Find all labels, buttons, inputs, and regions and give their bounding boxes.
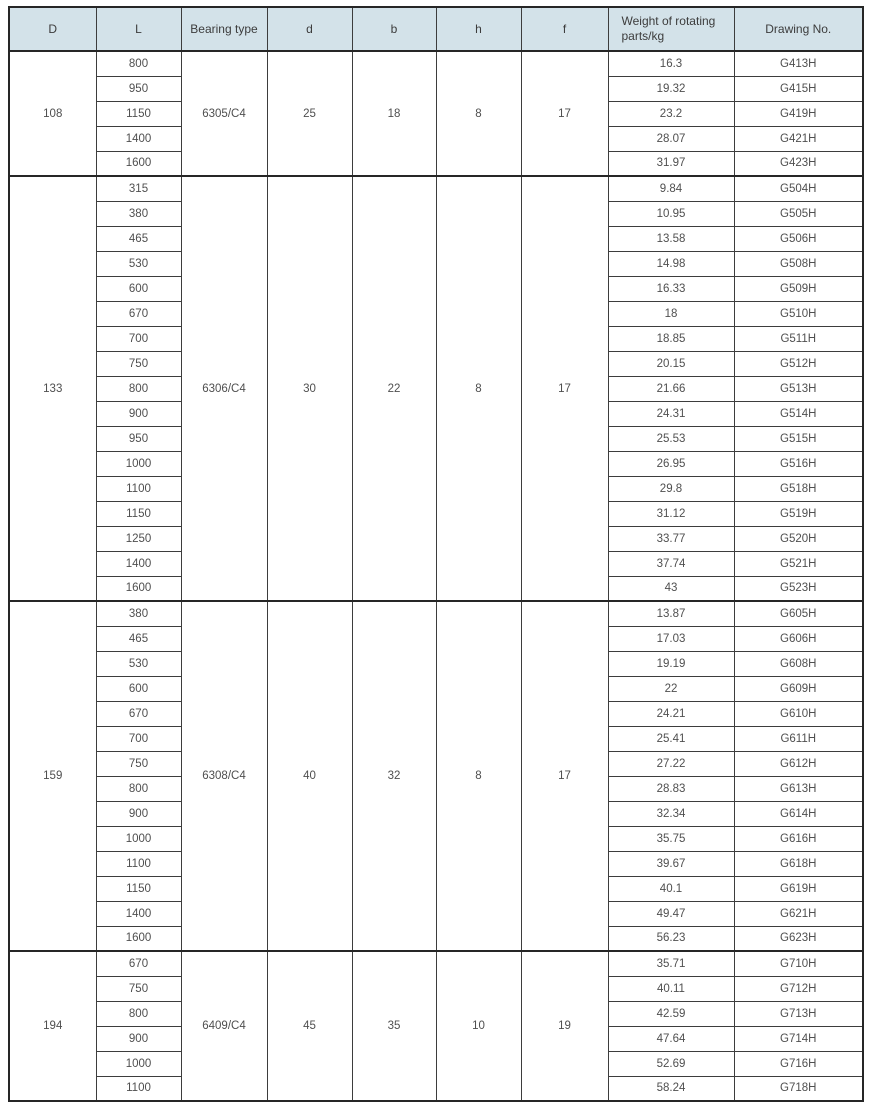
cell-length: 600 <box>96 276 181 301</box>
cell-weight: 23.2 <box>608 101 734 126</box>
cell-length: 900 <box>96 401 181 426</box>
cell-weight: 31.97 <box>608 151 734 176</box>
cell-drawing-no: G421H <box>734 126 863 151</box>
cell-drawing-no: G413H <box>734 51 863 76</box>
cell-drawing-no: G613H <box>734 776 863 801</box>
cell-length: 950 <box>96 426 181 451</box>
cell-drawing-no: G712H <box>734 976 863 1001</box>
cell-drawing-no: G609H <box>734 676 863 701</box>
column-header-dim-b: b <box>352 7 436 51</box>
table-header-row <box>9 7 863 51</box>
cell-weight: 27.22 <box>608 751 734 776</box>
cell-drawing-no: G514H <box>734 401 863 426</box>
cell-weight: 37.74 <box>608 551 734 576</box>
cell-weight: 56.23 <box>608 926 734 951</box>
cell-dim-b: 18 <box>352 51 436 176</box>
cell-dim-f: 17 <box>521 601 608 951</box>
cell-weight: 20.15 <box>608 351 734 376</box>
cell-length: 380 <box>96 201 181 226</box>
cell-weight: 33.77 <box>608 526 734 551</box>
table-row <box>9 176 863 201</box>
cell-weight: 24.21 <box>608 701 734 726</box>
cell-length: 800 <box>96 776 181 801</box>
cell-drawing-no: G423H <box>734 151 863 176</box>
cell-length: 700 <box>96 326 181 351</box>
cell-drawing-no: G520H <box>734 526 863 551</box>
cell-length: 1100 <box>96 1076 181 1101</box>
cell-length: 1100 <box>96 851 181 876</box>
cell-drawing-no: G523H <box>734 576 863 601</box>
cell-drawing-no: G623H <box>734 926 863 951</box>
column-header-drawing-no: Drawing No. <box>734 7 863 51</box>
cell-length: 670 <box>96 951 181 976</box>
cell-drawing-no: G516H <box>734 451 863 476</box>
cell-weight: 28.07 <box>608 126 734 151</box>
cell-length: 1000 <box>96 1051 181 1076</box>
cell-weight: 35.71 <box>608 951 734 976</box>
cell-weight: 40.1 <box>608 876 734 901</box>
cell-drawing-no: G610H <box>734 701 863 726</box>
cell-length: 1000 <box>96 451 181 476</box>
cell-length: 1150 <box>96 876 181 901</box>
cell-drawing-no: G509H <box>734 276 863 301</box>
cell-dim-h: 8 <box>436 176 521 601</box>
cell-bearing-type: 6305/C4 <box>181 51 267 176</box>
cell-drawing-no: G512H <box>734 351 863 376</box>
table-row <box>9 951 863 976</box>
cell-outer-diameter: 133 <box>9 176 96 601</box>
cell-weight: 24.31 <box>608 401 734 426</box>
cell-weight: 35.75 <box>608 826 734 851</box>
column-header-dim-h: h <box>436 7 521 51</box>
bearing-spec-table <box>8 6 864 1102</box>
cell-length: 600 <box>96 676 181 701</box>
cell-outer-diameter: 159 <box>9 601 96 951</box>
cell-length: 1400 <box>96 126 181 151</box>
cell-weight: 43 <box>608 576 734 601</box>
cell-weight: 32.34 <box>608 801 734 826</box>
cell-length: 1600 <box>96 926 181 951</box>
cell-drawing-no: G505H <box>734 201 863 226</box>
cell-length: 900 <box>96 801 181 826</box>
cell-length: 1600 <box>96 576 181 601</box>
cell-length: 670 <box>96 701 181 726</box>
cell-drawing-no: G515H <box>734 426 863 451</box>
cell-drawing-no: G419H <box>734 101 863 126</box>
cell-dim-b: 35 <box>352 951 436 1101</box>
cell-length: 1150 <box>96 501 181 526</box>
cell-weight: 10.95 <box>608 201 734 226</box>
cell-drawing-no: G506H <box>734 226 863 251</box>
cell-length: 670 <box>96 301 181 326</box>
cell-dim-h: 8 <box>436 601 521 951</box>
cell-dim-f: 19 <box>521 951 608 1101</box>
column-header-length: L <box>96 7 181 51</box>
cell-drawing-no: G521H <box>734 551 863 576</box>
cell-length: 900 <box>96 1026 181 1051</box>
cell-outer-diameter: 108 <box>9 51 96 176</box>
cell-length: 1250 <box>96 526 181 551</box>
cell-dim-d: 30 <box>267 176 352 601</box>
cell-bearing-type: 6306/C4 <box>181 176 267 601</box>
cell-drawing-no: G710H <box>734 951 863 976</box>
cell-weight: 58.24 <box>608 1076 734 1101</box>
cell-weight: 13.87 <box>608 601 734 626</box>
cell-weight: 28.83 <box>608 776 734 801</box>
cell-drawing-no: G718H <box>734 1076 863 1101</box>
cell-weight: 14.98 <box>608 251 734 276</box>
cell-drawing-no: G508H <box>734 251 863 276</box>
column-header-weight: Weight of rotating parts/kg <box>608 7 734 51</box>
cell-length: 1100 <box>96 476 181 501</box>
cell-weight: 18.85 <box>608 326 734 351</box>
cell-weight: 18 <box>608 301 734 326</box>
cell-weight: 17.03 <box>608 626 734 651</box>
cell-length: 465 <box>96 626 181 651</box>
cell-weight: 39.67 <box>608 851 734 876</box>
cell-weight: 29.8 <box>608 476 734 501</box>
cell-drawing-no: G519H <box>734 501 863 526</box>
column-header-dim-f: f <box>521 7 608 51</box>
cell-dim-f: 17 <box>521 51 608 176</box>
cell-weight: 13.58 <box>608 226 734 251</box>
cell-drawing-no: G605H <box>734 601 863 626</box>
cell-dim-h: 8 <box>436 51 521 176</box>
cell-length: 465 <box>96 226 181 251</box>
column-header-outer-diameter: D <box>9 7 96 51</box>
cell-weight: 16.33 <box>608 276 734 301</box>
cell-weight: 9.84 <box>608 176 734 201</box>
cell-length: 530 <box>96 651 181 676</box>
cell-length: 750 <box>96 351 181 376</box>
table-row <box>9 51 863 76</box>
cell-length: 700 <box>96 726 181 751</box>
cell-weight: 21.66 <box>608 376 734 401</box>
cell-length: 1600 <box>96 151 181 176</box>
cell-drawing-no: G415H <box>734 76 863 101</box>
cell-dim-b: 32 <box>352 601 436 951</box>
cell-dim-f: 17 <box>521 176 608 601</box>
cell-length: 750 <box>96 976 181 1001</box>
cell-weight: 31.12 <box>608 501 734 526</box>
cell-length: 750 <box>96 751 181 776</box>
cell-dim-b: 22 <box>352 176 436 601</box>
cell-drawing-no: G713H <box>734 1001 863 1026</box>
cell-drawing-no: G611H <box>734 726 863 751</box>
cell-drawing-no: G714H <box>734 1026 863 1051</box>
cell-drawing-no: G608H <box>734 651 863 676</box>
cell-drawing-no: G504H <box>734 176 863 201</box>
cell-length: 315 <box>96 176 181 201</box>
cell-drawing-no: G513H <box>734 376 863 401</box>
cell-outer-diameter: 194 <box>9 951 96 1101</box>
table-row <box>9 601 863 626</box>
cell-drawing-no: G621H <box>734 901 863 926</box>
cell-length: 800 <box>96 51 181 76</box>
cell-length: 1150 <box>96 101 181 126</box>
cell-length: 1400 <box>96 551 181 576</box>
cell-length: 530 <box>96 251 181 276</box>
column-header-bearing-type: Bearing type <box>181 7 267 51</box>
cell-drawing-no: G614H <box>734 801 863 826</box>
cell-drawing-no: G612H <box>734 751 863 776</box>
cell-length: 950 <box>96 76 181 101</box>
cell-weight: 19.32 <box>608 76 734 101</box>
cell-drawing-no: G511H <box>734 326 863 351</box>
cell-length: 800 <box>96 376 181 401</box>
cell-length: 380 <box>96 601 181 626</box>
cell-weight: 22 <box>608 676 734 701</box>
cell-weight: 25.53 <box>608 426 734 451</box>
cell-weight: 47.64 <box>608 1026 734 1051</box>
cell-drawing-no: G716H <box>734 1051 863 1076</box>
column-header-dim-d: d <box>267 7 352 51</box>
cell-weight: 49.47 <box>608 901 734 926</box>
cell-drawing-no: G606H <box>734 626 863 651</box>
cell-dim-h: 10 <box>436 951 521 1101</box>
cell-dim-d: 40 <box>267 601 352 951</box>
cell-weight: 26.95 <box>608 451 734 476</box>
cell-drawing-no: G510H <box>734 301 863 326</box>
cell-weight: 16.3 <box>608 51 734 76</box>
cell-weight: 42.59 <box>608 1001 734 1026</box>
cell-weight: 19.19 <box>608 651 734 676</box>
cell-dim-d: 25 <box>267 51 352 176</box>
cell-dim-d: 45 <box>267 951 352 1101</box>
cell-length: 800 <box>96 1001 181 1026</box>
cell-weight: 40.11 <box>608 976 734 1001</box>
cell-weight: 25.41 <box>608 726 734 751</box>
cell-drawing-no: G618H <box>734 851 863 876</box>
cell-drawing-no: G518H <box>734 476 863 501</box>
cell-bearing-type: 6409/C4 <box>181 951 267 1101</box>
cell-length: 1000 <box>96 826 181 851</box>
cell-weight: 52.69 <box>608 1051 734 1076</box>
cell-bearing-type: 6308/C4 <box>181 601 267 951</box>
cell-drawing-no: G616H <box>734 826 863 851</box>
cell-drawing-no: G619H <box>734 876 863 901</box>
cell-length: 1400 <box>96 901 181 926</box>
